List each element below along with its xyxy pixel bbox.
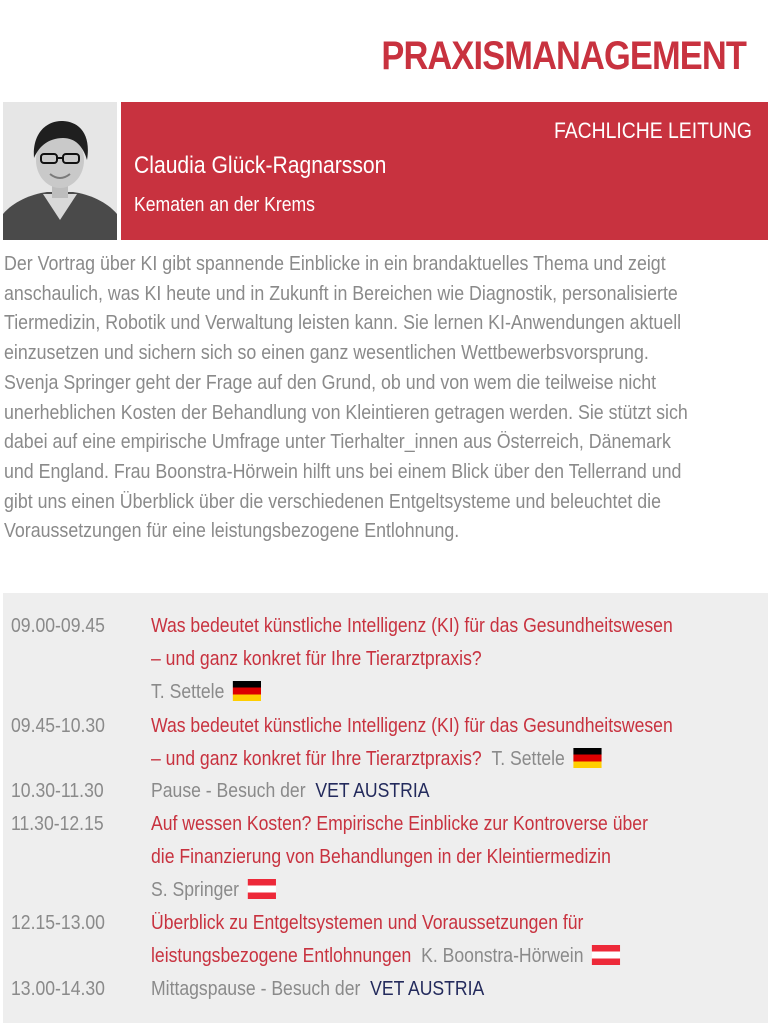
session-speaker: K. Boonstra-Hörwein [421, 945, 584, 967]
flag-austria-icon [248, 879, 276, 899]
session-time: 12.15-13.00 [11, 912, 105, 934]
session-time: 13.00-14.30 [11, 978, 105, 1000]
intro-line: Tiermedizin, Robotik und Verwaltung leisten kann. Sie lernen KI-Anwendungen aktuell [4, 312, 682, 335]
session-title: Auf wessen Kosten? Empirische Einblicke zur Kontroverse über [151, 813, 648, 835]
leadership-info-box [121, 102, 768, 240]
intro-line: anschaulich, was KI heute und in Zukunft in Bereichen wie Diagnostik, personalisierte [4, 282, 678, 305]
session-time: 10.30-11.30 [11, 780, 104, 802]
session-title: die Finanzierung von Behandlungen in der Kleintiermedizin [151, 846, 611, 868]
intro-line: und England. Frau Boonstra-Hörwein hilft uns bei einem Blick über den Tellerrand und [4, 460, 682, 483]
flag-germany-icon [233, 681, 261, 701]
session-time: 11.30-12.15 [11, 813, 104, 835]
schedule-table [3, 593, 768, 1023]
break-text: Mittagspause - Besuch der [151, 978, 361, 1000]
leadership-header [0, 102, 768, 240]
intro-line: unerheblichen Kosten der Behandlung von Kleintieren getragen werden. Sie stützt sich [4, 401, 688, 424]
session-title: – und ganz konkret für Ihre Tierarztpraxis? [151, 648, 482, 670]
intro-line: dabei auf eine empirische Umfrage unter Tierhalter_innen aus Österreich, Dänemark [4, 431, 671, 454]
intro-line: gibt uns einen Überblick über die verschiedenen Entgeltsysteme und beleuchtet die [4, 490, 662, 513]
vet-austria-brand: VET AUSTRIA [315, 780, 430, 802]
vet-austria-brand: VET AUSTRIA [370, 978, 485, 1000]
break-text: Pause - Besuch der [151, 780, 306, 802]
intro-line: Svenja Springer geht der Frage auf den Grund, ob und von wem die teilweise nicht [4, 371, 657, 394]
intro-line: einzusetzen und sichern sich so einen ganz wesentlichen Wettbewerbsvorsprung. [4, 342, 649, 365]
session-speaker: T. Settele [491, 748, 565, 770]
session-time: 09.00-09.45 [11, 615, 105, 637]
session-title: Überblick zu Entgeltsystemen und Voraussetzungen für [151, 912, 584, 934]
session-title: leistungsbezogene Entlohnungen [151, 945, 412, 967]
flag-germany-icon [574, 748, 602, 768]
speaker-portrait [3, 102, 117, 240]
intro-paragraph [4, 250, 768, 547]
session-speaker: S. Springer [151, 879, 240, 901]
section-title: PRAXISMANAGEMENT [381, 34, 746, 78]
leader-location: Kematen an der Krems [134, 194, 315, 216]
session-speaker: T. Settele [151, 681, 225, 703]
portrait-photo-icon [3, 102, 117, 240]
leader-name: Claudia Glück-Ragnarsson [134, 152, 387, 179]
session-title: Was bedeutet künstliche Intelligenz (KI) für das Gesundheitswesen [151, 615, 673, 637]
session-time: 09.45-10.30 [11, 715, 105, 737]
flag-austria-icon [592, 945, 620, 965]
intro-line: Der Vortrag über KI gibt spannende Einblicke in ein brandaktuelles Thema und zeigt [4, 253, 666, 275]
session-title: – und ganz konkret für Ihre Tierarztpraxis? [151, 748, 482, 770]
leadership-label: FACHLICHE LEITUNG [554, 118, 752, 143]
session-title: Was bedeutet künstliche Intelligenz (KI) für das Gesundheitswesen [151, 715, 673, 737]
intro-line: Voraussetzungen für eine leistungsbezogene Entlohnung. [4, 520, 460, 543]
